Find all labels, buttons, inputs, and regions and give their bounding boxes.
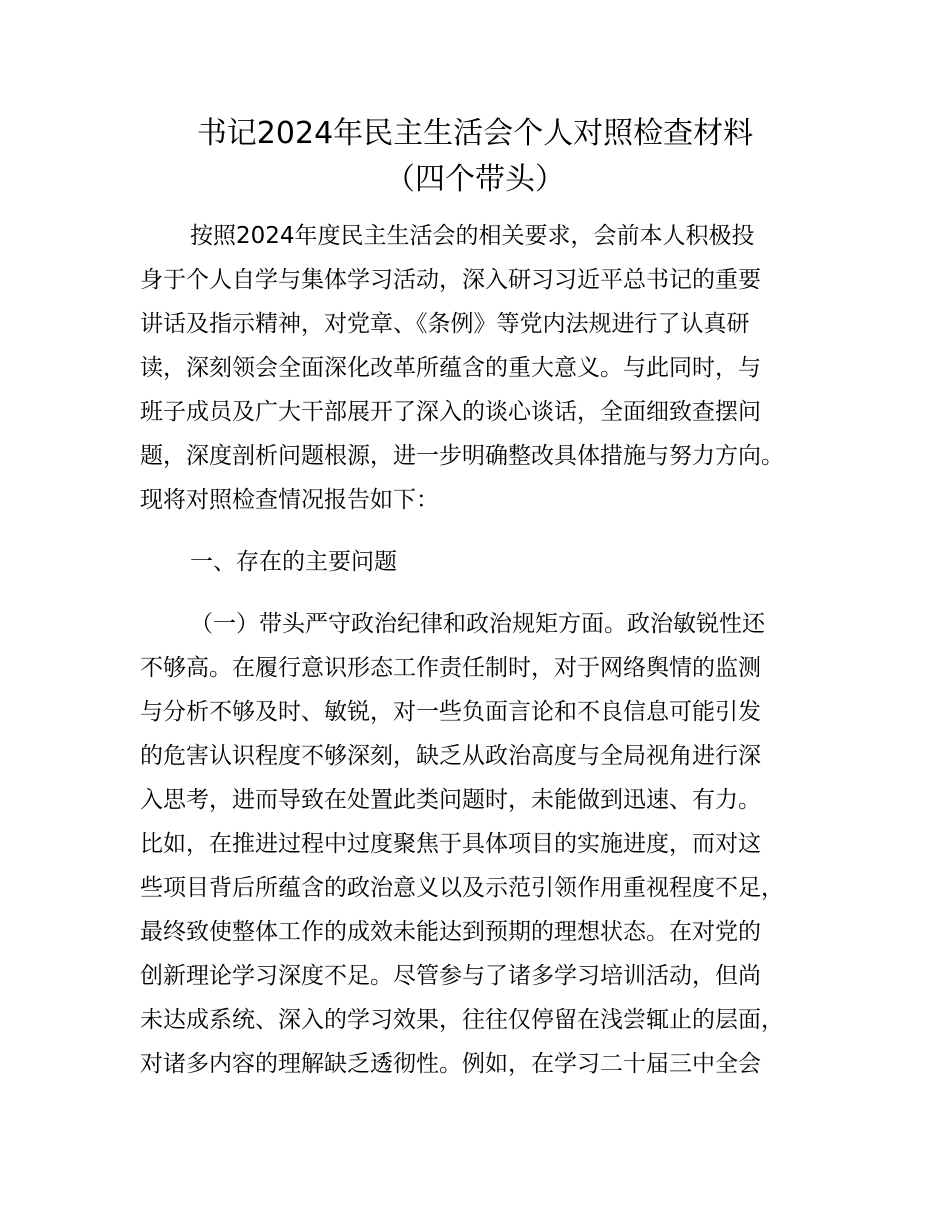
section-line: 不够高。在履行意识形态工作责任制时，对于网络舆情的监测: [140, 655, 761, 681]
document-body: [140, 214, 840, 1086]
intro-line: 身于个人自学与集体学习活动，深入研习习近平总书记的重要: [140, 267, 761, 293]
document-title-line-2: （四个带头）: [385, 162, 565, 197]
intro-line: 题，深度剖析问题根源，进一步明确整改具体措施与努力方向。: [140, 443, 784, 469]
section-line: 比如，在推进过程中过度聚焦于具体项目的实施进度，而对这: [140, 831, 761, 857]
section-line: （一）带头严守政治纪律和政治规矩方面。政治敏锐性还: [190, 611, 765, 637]
paragraph-spacer: [140, 522, 840, 540]
section-line: 些项目背后所蕴含的政治意义以及示范引领作用重视程度不足，: [140, 875, 784, 901]
section-line: 最终致使整体工作的成效未能达到预期的理想状态。在对党的: [140, 919, 761, 945]
paragraph-spacer: [140, 584, 840, 602]
intro-line: 讲话及指示精神，对党章、《条例》等党内法规进行了认真研: [140, 311, 750, 337]
section-line: 与分析不够及时、敏锐，对一些负面言论和不良信息可能引发: [140, 699, 761, 725]
section-line: 的危害认识程度不够深刻，缺乏从政治高度与全局视角进行深: [140, 743, 761, 769]
section-line: 未达成系统、深入的学习效果，往往仅停留在浅尝辄止的层面，: [140, 1007, 784, 1033]
intro-line: 班子成员及广大干部展开了深入的谈心谈话，全面细致查摆问: [140, 399, 761, 425]
document-title-line-1: 书记2024年民主生活会个人对照检查材料: [196, 116, 754, 151]
section-heading: 一、存在的主要问题: [190, 549, 397, 575]
section-line: 对诸多内容的理解缺乏透彻性。例如，在学习二十届三中全会: [140, 1051, 761, 1077]
intro-line: 现将对照检查情况报告如下：: [140, 487, 439, 513]
section-line: 创新理论学习深度不足。尽管参与了诸多学习培训活动，但尚: [140, 963, 761, 989]
intro-line: 按照2024年度民主生活会的相关要求，会前本人积极投: [190, 223, 755, 249]
intro-line: 读，深刻领会全面深化改革所蕴含的重大意义。与此同时，与: [140, 355, 761, 381]
section-line: 入思考，进而导致在处置此类问题时，未能做到迅速、有力。: [140, 787, 761, 813]
